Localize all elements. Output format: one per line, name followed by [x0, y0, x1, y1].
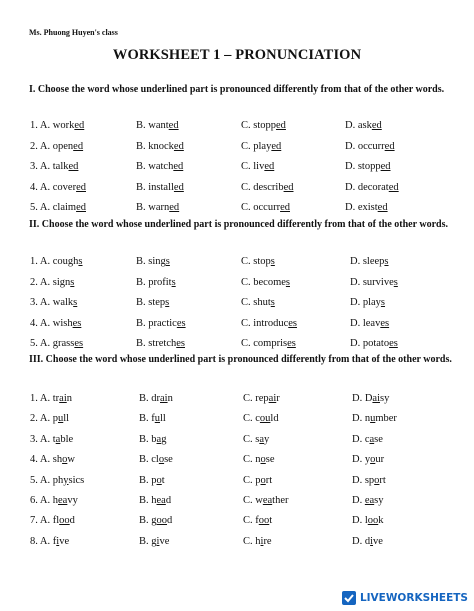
underlined-part: oo [59, 515, 70, 527]
answer-option [136, 182, 184, 193]
answer-option [30, 318, 81, 329]
question-number: 4. [30, 181, 40, 193]
answer-option [345, 120, 382, 131]
option-text: B. dr [139, 393, 160, 404]
option-text: C. rep [243, 393, 269, 404]
answer-option [139, 536, 169, 547]
option-text-end: ther [272, 495, 289, 506]
answer-option [136, 161, 183, 172]
option-text: A. talk [39, 161, 69, 172]
answer-option [352, 413, 397, 424]
question-number: 1. [30, 256, 40, 267]
underlined-part: ed [76, 202, 86, 213]
underlined-part: ai [160, 393, 168, 404]
underlined-part: o [156, 474, 162, 486]
option-text: C. s [243, 433, 260, 445]
answer-option [30, 256, 83, 267]
liveworksheets-logo [341, 589, 468, 607]
answer-option [136, 318, 186, 329]
answer-option [30, 161, 78, 172]
underlined-part: ed [280, 202, 290, 213]
answer-option [136, 297, 169, 308]
answer-option [30, 515, 75, 526]
answer-option [136, 202, 179, 213]
answer-option [241, 297, 275, 308]
answer-option [352, 495, 384, 506]
option-text: A. wish [39, 317, 73, 329]
option-text: B. want [136, 120, 169, 131]
answer-option [241, 202, 290, 213]
underlined-part: ed [377, 202, 388, 213]
underlined-part: ed [384, 140, 395, 152]
option-text-end: k [378, 515, 384, 527]
worksheet-title: WORKSHEET 1 – PRONUNCIATION [112, 47, 362, 63]
option-text: D. leav [350, 317, 381, 329]
underlined-part: ed [173, 161, 184, 172]
option-text: B. watch [136, 161, 174, 172]
question-number: 4. [30, 454, 40, 466]
option-text-end: rt [265, 474, 273, 486]
option-text: A. cough [39, 256, 79, 267]
underlined-part: ed [371, 120, 382, 131]
question-number: 3. [30, 161, 40, 172]
underlined-part: ea [262, 495, 273, 506]
answer-option [243, 515, 272, 526]
answer-option [241, 338, 296, 349]
answer-option [241, 182, 294, 193]
answer-option [243, 536, 272, 547]
question-number: 5. [30, 338, 40, 349]
answer-option [350, 318, 389, 329]
option-text: D. n [352, 413, 371, 425]
underlined-part: ed [68, 161, 79, 172]
answer-option [30, 338, 83, 349]
option-text: C. occurr [241, 202, 281, 213]
answer-option [352, 475, 386, 486]
underlined-part: es [176, 317, 186, 329]
option-text: D. sleep [350, 256, 385, 267]
option-text: D. play [350, 297, 381, 308]
underlined-part: s [393, 276, 398, 288]
option-text: A. fl [39, 515, 60, 527]
option-text: B. g [139, 515, 157, 527]
question-row [0, 277, 474, 293]
question-row [0, 256, 474, 272]
question-row [0, 475, 474, 491]
option-text: C. liv [241, 161, 265, 172]
option-text: B. step [136, 297, 166, 308]
question-number: 1. [30, 120, 40, 131]
option-text: C. stop [241, 256, 271, 267]
option-text-end: t [269, 515, 273, 527]
underlined-part: u [154, 413, 160, 425]
underlined-part: oo [367, 515, 379, 527]
underlined-part: o [158, 454, 165, 466]
underlined-part: i [370, 535, 374, 547]
option-text-end: n [66, 393, 72, 404]
option-text: B. practic [136, 317, 177, 329]
question-row [0, 515, 474, 531]
option-text: D. potato [350, 338, 390, 349]
option-text: B. cl [139, 454, 159, 466]
underlined-part: ou [259, 413, 271, 425]
option-text: C. h [243, 535, 261, 547]
option-text: A. walk [39, 297, 74, 308]
underlined-part: y [63, 474, 69, 486]
answer-option [139, 434, 166, 445]
answer-option [30, 182, 86, 193]
underlined-part: a [55, 433, 61, 445]
underlined-part: u [370, 413, 376, 425]
question-row [0, 141, 474, 157]
option-text: B. p [139, 474, 157, 486]
option-text: A. ph [39, 474, 64, 486]
question-number: 8. [30, 535, 40, 547]
question-number: 5. [30, 202, 40, 213]
option-text: A. h [39, 495, 59, 506]
option-text-end: ld [270, 413, 279, 425]
underlined-part: s [165, 256, 170, 267]
option-text-end: g [161, 433, 167, 445]
question-row [0, 182, 474, 198]
option-text: C. compris [241, 338, 288, 349]
answer-option [241, 141, 281, 152]
option-text-end: ll [63, 413, 70, 425]
option-text: A. claim [39, 202, 77, 213]
answer-option [352, 536, 383, 547]
option-text-end: t [161, 474, 165, 486]
option-text-end: se [265, 454, 275, 466]
option-text: C. n [243, 454, 261, 466]
option-text: B. h [139, 495, 157, 506]
underlined-part: ed [74, 120, 85, 131]
question-number: 2. [30, 413, 40, 425]
option-text-end: d [165, 495, 172, 506]
option-text-end: w [67, 454, 75, 466]
option-text: B. warn [136, 202, 170, 213]
section-1-instruction: I. Choose the word whose underlined part is pronounced differently from that of the other words. [29, 84, 445, 95]
question-row [0, 318, 474, 334]
underlined-part: es [72, 317, 82, 329]
option-text: C. p [243, 474, 261, 486]
answer-option [139, 475, 165, 486]
option-text: B. sing [136, 256, 166, 267]
option-text: A. sh [39, 454, 63, 466]
option-text-end: re [263, 535, 272, 547]
underlined-part: o [260, 454, 266, 466]
option-text: D. sp [352, 474, 375, 486]
answer-option [350, 256, 389, 267]
liveworksheets-logo-icon [341, 590, 357, 606]
underlined-part: ea [156, 495, 166, 506]
underlined-part: ed [76, 181, 86, 193]
option-text-end: r [276, 393, 280, 404]
underlined-part: ed [173, 181, 184, 193]
option-text: C. c [243, 413, 260, 425]
option-text-end: y [264, 433, 270, 445]
underlined-part: s [171, 276, 176, 288]
option-text: D. y [352, 454, 371, 466]
underlined-part: ea [364, 495, 375, 506]
underlined-part: ed [169, 202, 180, 213]
answer-option [352, 393, 389, 404]
underlined-part: ea [58, 495, 68, 506]
option-text: C. shut [241, 297, 271, 308]
option-text: A. cover [39, 181, 77, 193]
underlined-part: s [380, 297, 386, 308]
answer-option [241, 277, 290, 288]
answer-option [243, 495, 289, 506]
underlined-part: i [156, 535, 160, 547]
underlined-part: es [176, 338, 185, 349]
answer-option [136, 277, 176, 288]
answer-option [30, 297, 77, 308]
underlined-part: ai [268, 393, 277, 404]
question-row [0, 413, 474, 429]
question-row [0, 297, 474, 313]
answer-option [139, 393, 173, 404]
answer-option [136, 338, 185, 349]
option-text-end: ve [59, 535, 70, 547]
underlined-part: s [73, 297, 78, 308]
option-text: C. w [243, 495, 263, 506]
question-number: 2. [30, 140, 40, 152]
underlined-part: oo [258, 515, 270, 527]
underlined-part: es [287, 338, 296, 349]
option-text-end: se [164, 454, 173, 466]
answer-option [345, 182, 399, 193]
underlined-part: es [288, 317, 297, 329]
answer-option [345, 161, 391, 172]
underlined-part: a [259, 433, 265, 445]
answer-option [241, 161, 274, 172]
underlined-part: u [58, 413, 64, 425]
underlined-part: a [369, 433, 375, 445]
answer-option [352, 454, 384, 465]
option-text: D. d [352, 535, 371, 547]
answer-option [139, 413, 166, 424]
question-row [0, 536, 474, 552]
option-text-end: sy [374, 495, 384, 506]
underlined-part: ed [173, 140, 184, 152]
option-text: D. stopp [345, 161, 381, 172]
underlined-part: s [270, 256, 275, 267]
option-text: A. work [39, 120, 75, 131]
underlined-part: ed [73, 140, 84, 152]
underlined-part: ed [380, 161, 391, 172]
answer-option [139, 454, 173, 465]
option-text: A. tr [39, 393, 60, 404]
answer-option [350, 338, 398, 349]
option-text: C. describ [241, 181, 284, 193]
option-text: B. stretch [136, 338, 177, 349]
underlined-part: oo [156, 515, 168, 527]
answer-option [243, 454, 275, 465]
option-text: C. f [243, 515, 259, 527]
answer-option [30, 413, 69, 424]
underlined-part: o [370, 454, 376, 466]
underlined-part: s [270, 297, 275, 308]
underlined-part: ed [264, 161, 275, 172]
answer-option [139, 495, 171, 506]
option-text: B. b [139, 433, 157, 445]
option-text-end: sics [68, 474, 85, 486]
underlined-part: s [285, 276, 290, 288]
answer-option [30, 454, 75, 465]
answer-option [30, 475, 84, 486]
underlined-part: a [156, 433, 162, 445]
footer-brand-text: LIVEWORKSHEETS [359, 592, 468, 604]
option-text: D. l [352, 515, 368, 527]
question-row [0, 434, 474, 450]
option-text: A. sign [39, 276, 71, 288]
underlined-part: o [62, 454, 68, 466]
answer-option [30, 141, 83, 152]
underlined-part: i [56, 535, 60, 547]
option-text-end: rt [379, 474, 386, 486]
answer-option [30, 495, 78, 506]
answer-option [243, 434, 269, 445]
option-text: C. become [241, 276, 286, 288]
underlined-part: ed [271, 140, 282, 152]
option-text: D. decorat [345, 181, 389, 193]
answer-option [345, 202, 388, 213]
underlined-part: s [70, 276, 75, 288]
underlined-part: ai [59, 393, 67, 404]
underlined-part: ed [283, 181, 294, 193]
option-text-end: ur [375, 454, 385, 466]
answer-option [30, 536, 69, 547]
underlined-part: s [165, 297, 170, 308]
answer-option [139, 515, 172, 526]
question-number: 5. [30, 474, 40, 486]
question-number: 3. [30, 433, 40, 445]
question-number: 3. [30, 297, 40, 308]
answer-option [243, 475, 272, 486]
underlined-part: o [374, 474, 380, 486]
option-text: D. [352, 495, 365, 506]
underlined-part: s [78, 256, 83, 267]
option-text: D. occurr [345, 140, 385, 152]
underlined-part: ai [372, 393, 380, 404]
answer-option [243, 413, 279, 424]
question-row [0, 120, 474, 136]
answer-option [241, 120, 286, 131]
option-text-end: mber [375, 413, 397, 425]
underlined-part: s [384, 256, 389, 267]
answer-option [352, 434, 383, 445]
underlined-part: o [260, 474, 266, 486]
option-text-end: d [69, 515, 75, 527]
section-2-instruction: II. Choose the word whose underlined part is pronounced differently from that of the other words. [29, 219, 448, 230]
option-text-end: ll [160, 413, 166, 425]
answer-option [30, 277, 74, 288]
underlined-part: es [380, 317, 390, 329]
class-author-label: Ms. Phuong Huyen's class [29, 28, 118, 37]
option-text: C. play [241, 140, 272, 152]
option-text-end: n [167, 393, 173, 404]
option-text: B. profit [136, 276, 172, 288]
answer-option [30, 393, 72, 404]
answer-option [241, 318, 297, 329]
option-text-end: vy [67, 495, 78, 506]
option-text: D. exist [345, 202, 378, 213]
option-text: A. p [39, 413, 59, 425]
option-text: B. g [139, 535, 157, 547]
option-text: D. c [352, 433, 370, 445]
question-row [0, 161, 474, 177]
answer-option [30, 434, 73, 445]
option-text-end: ble [60, 433, 74, 445]
answer-option [136, 120, 179, 131]
option-text: C. stopp [241, 120, 277, 131]
option-text-end: se [374, 433, 383, 445]
option-text: A. t [39, 433, 56, 445]
underlined-part: ed [388, 181, 399, 193]
option-text: A. grass [39, 338, 75, 349]
option-text: B. install [136, 181, 174, 193]
answer-option [243, 393, 280, 404]
answer-option [350, 297, 385, 308]
option-text-end: ve [373, 535, 383, 547]
answer-option [30, 202, 86, 213]
question-number: 2. [30, 276, 40, 288]
option-text-end: sy [380, 393, 390, 404]
option-text: A. open [39, 140, 74, 152]
answer-option [352, 515, 384, 526]
option-text-end: d [167, 515, 173, 527]
underlined-part: es [389, 338, 398, 349]
option-text-end: ve [159, 535, 170, 547]
question-row [0, 495, 474, 511]
option-text: D. survive [350, 276, 394, 288]
option-text: C. introduc [241, 317, 289, 329]
answer-option [350, 277, 398, 288]
underlined-part: es [74, 338, 84, 349]
answer-option [241, 256, 275, 267]
underlined-part: ed [168, 120, 179, 131]
answer-option [30, 120, 84, 131]
question-number: 6. [30, 495, 40, 506]
question-row [0, 454, 474, 470]
answer-option [136, 141, 184, 152]
question-number: 7. [30, 515, 40, 527]
question-row [0, 393, 474, 409]
section-3-instruction: III. Choose the word whose underlined part is pronounced differently from that of the other words. [29, 354, 452, 365]
option-text: A. f [39, 535, 57, 547]
option-text: D. ask [345, 120, 372, 131]
option-text: D. D [352, 393, 373, 404]
question-number: 4. [30, 317, 40, 329]
question-number: 1. [30, 393, 40, 404]
answer-option [345, 141, 395, 152]
option-text: B. knock [136, 140, 174, 152]
answer-option [136, 256, 170, 267]
option-text: B. f [139, 413, 155, 425]
underlined-part: ed [276, 120, 286, 131]
underlined-part: i [260, 535, 264, 547]
